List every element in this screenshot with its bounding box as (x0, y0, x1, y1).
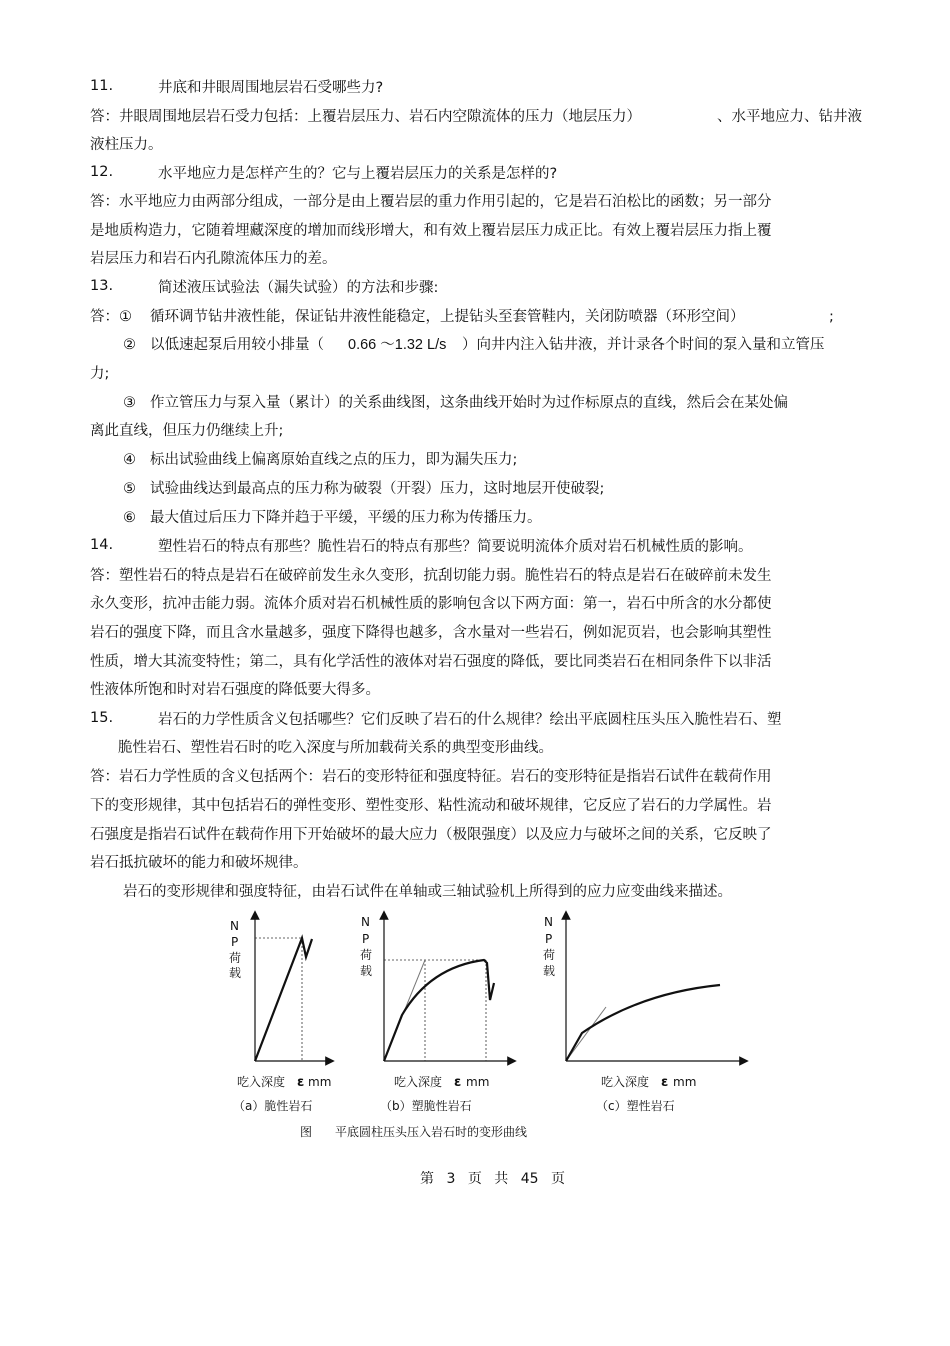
panel-b-y-zai: 载 (360, 964, 373, 978)
q13-step4-mark: ④ (123, 452, 136, 468)
q13-step2-cont: 力; (90, 366, 110, 382)
q11-number: 11. (90, 78, 114, 94)
panel-c-x-unit: mm (673, 1075, 697, 1089)
panel-b-caption: （b）塑脆性岩石 (380, 1099, 472, 1113)
panel-a-curve (255, 938, 312, 1061)
q13-step1-end: ; (829, 309, 834, 325)
q14-question: 塑性岩石的特点有那些？脆性岩石的特点有那些？简要说明流体介质对岩石机械性质的影响。 (158, 539, 753, 555)
panel-a-x-unit: mm (308, 1075, 332, 1089)
q13-step4-text: 标出试验曲线上偏离原始直线之点的压力，即为漏失压力; (150, 452, 518, 468)
panel-b-curve (384, 960, 494, 1061)
q14-answer-line1: 答：塑性岩石的特点是岩石在破碎前发生永久变形，抗刮切能力弱。脆性岩石的特点是岩石在破碎前未发生 (90, 568, 772, 584)
q12-answer-line2: 是地质构造力，它随着埋藏深度的增加而线形增大，和有效上覆岩层压力成正比。有效上覆岩层压力指上覆 (90, 223, 772, 239)
q15-answer-line1: 答：岩石力学性质的含义包括两个：岩石的变形特征和强度特征。岩石的变形特征是指岩石试件在载荷作用 (90, 769, 772, 785)
panel-b-y-p: P (362, 932, 370, 946)
panel-a-y-p: P (231, 935, 239, 949)
footer-ye: 页 (467, 1171, 482, 1187)
q13-step5-mark: ⑤ (123, 481, 136, 497)
q13-step2-mark: ② (123, 337, 136, 353)
q13-step1-text: 循环调节钻井液性能，保证钻井液性能稳定，上提钻头至套管鞋内，关闭防喷器（环形空间） (150, 309, 745, 325)
q13-step3-cont: 离此直线，但压力仍继续上升; (90, 423, 284, 439)
q14-answer-line2: 永久变形，抗冲击能力弱。流体介质对岩石机械性质的影响包含以下两方面：第一，岩石中所含的水分都使 (90, 596, 772, 612)
q13-step6-text: 最大值过后压力下降并趋于平缓，平缓的压力称为传播压力。 (150, 510, 542, 526)
footer-di: 第 (420, 1171, 434, 1187)
panel-c-y-p: P (545, 932, 553, 946)
panel-b-x-unit: mm (466, 1075, 490, 1089)
q15-answer-line4: 岩石抵抗破坏的能力和破坏规律。 (90, 855, 308, 871)
panel-c-initial-tangent (566, 1007, 606, 1061)
q13-step6-mark: ⑥ (123, 510, 136, 526)
q15-number: 15. (90, 710, 114, 726)
q14-answer-line4: 性质，增大其流变特性；第二，具有化学活性的液体对岩石强度的降低，要比同类岩石在相同条件下以非活 (90, 654, 772, 670)
panel-a-y-zai: 载 (229, 966, 242, 980)
q11-answer-line2: 液柱压力。 (90, 137, 163, 153)
q13-step2-flow-rate: 0.66 ～1.32 L/s (348, 337, 447, 353)
footer-gong: 共 (494, 1171, 509, 1187)
panel-b-x-eps: ε (454, 1075, 462, 1090)
q15-question-cont: 脆性岩石、塑性岩石时的吃入深度与所加载荷关系的典型变形曲线。 (118, 740, 553, 756)
q15-question: 岩石的力学性质含义包括哪些？它们反映了岩石的什么规律？绘出平底圆柱压头压入脆性岩石、塑 (158, 712, 782, 728)
deformation-curves-figure (0, 905, 950, 1145)
panel-a-y-he: 荷 (229, 951, 242, 965)
q14-answer-line3: 岩石的强度下降，而且含水量越多，强度下降得也越多，含水量对一些岩石，例如泥页岩，也会影响其塑性 (90, 625, 772, 641)
panel-a-y-n: N (230, 919, 239, 933)
q12-answer-line1: 答：水平地应力由两部分组成，一部分是由上覆岩层的重力作用引起的，它是岩石泊松比的函数；另一部分 (90, 194, 772, 210)
figure-container (0, 905, 950, 1145)
q11-answer-line1: 答：井眼周围地层岩石受力包括：上覆岩层压力、岩石内空隙流体的压力（地层压力） (90, 109, 641, 125)
q13-step2-text-c: ）向井内注入钻井液，并计录各个时间的泵入量和立管压 (462, 337, 825, 353)
q12-question: 水平地应力是怎样产生的？它与上覆岩层压力的关系是怎样的? (158, 166, 558, 182)
q12-number: 12. (90, 164, 114, 180)
footer-total-pages: 45 (520, 1171, 539, 1187)
panel-b-y-he: 荷 (360, 948, 373, 962)
q14-number: 14. (90, 537, 114, 553)
panel-a-x-eps: ε (297, 1075, 305, 1090)
q15-answer-line3: 石强度是指岩石试件在载荷作用下开始破坏的最大应力（极限强度）以及应力与破坏之间的关系，它反映了 (90, 827, 772, 843)
q13-step1-prefix: 答：① (90, 309, 132, 325)
footer-page-number: 3 (446, 1171, 456, 1187)
q13-step3-mark: ③ (123, 395, 136, 411)
q13-number: 13. (90, 278, 114, 294)
footer-ye2: 页 (551, 1171, 566, 1187)
panel-c-x-eps: ε (661, 1075, 669, 1090)
panel-b-x-label: 吃入深度 (394, 1075, 443, 1089)
panel-c-y-he: 荷 (543, 948, 556, 962)
q11-answer-line1-tail: 、水平地应力、钻井液 (717, 109, 862, 125)
panel-a-brittle (229, 915, 331, 1113)
page-footer (420, 1169, 565, 1189)
figure-title: 平底圆柱压头压入岩石时的变形曲线 (335, 1125, 528, 1139)
panel-c-y-n: N (544, 915, 553, 929)
panel-a-caption: （a）脆性岩石 (233, 1099, 313, 1113)
figure-title-prefix: 图 (300, 1125, 313, 1139)
panel-c-plastic (543, 915, 744, 1113)
panel-c-x-label: 吃入深度 (601, 1075, 650, 1089)
panel-c-y-zai: 载 (543, 964, 556, 978)
q15-answer-line2: 下的变形规律，其中包括岩石的弹性变形、塑性变形、粘性流动和破坏规律，它反应了岩石的力学属性。岩 (90, 798, 772, 814)
panel-b-plastic-brittle (360, 915, 512, 1113)
q13-step5-text: 试验曲线达到最高点的压力称为破裂（开裂）压力，这时地层开使破裂; (150, 481, 605, 497)
panel-a-x-label: 吃入深度 (237, 1075, 286, 1089)
q11-question: 井底和井眼周围地层岩石受哪些力? (158, 80, 384, 96)
panel-c-curve (566, 985, 720, 1061)
panel-b-y-n: N (361, 915, 370, 929)
q12-answer-line3: 岩层压力和岩石内孔隙流体压力的差。 (90, 251, 337, 267)
q14-answer-line5: 性液体所饱和时对岩石强度的降低要大得多。 (90, 682, 380, 698)
q13-question: 简述液压试验法（漏失试验）的方法和步骤: (158, 280, 439, 296)
panel-c-caption: （c）塑性岩石 (596, 1099, 675, 1113)
q13-step2-text-a: 以低速起泵后用较小排量（ (150, 337, 324, 353)
q13-step3-text: 作立管压力与泵入量（累计）的关系曲线图，这条曲线开始时为过作标原点的直线，然后会在某处偏 (150, 395, 788, 411)
q15-paragraph2: 岩石的变形规律和强度特征，由岩石试件在单轴或三轴试验机上所得到的应力应变曲线来描述。 (123, 884, 732, 900)
